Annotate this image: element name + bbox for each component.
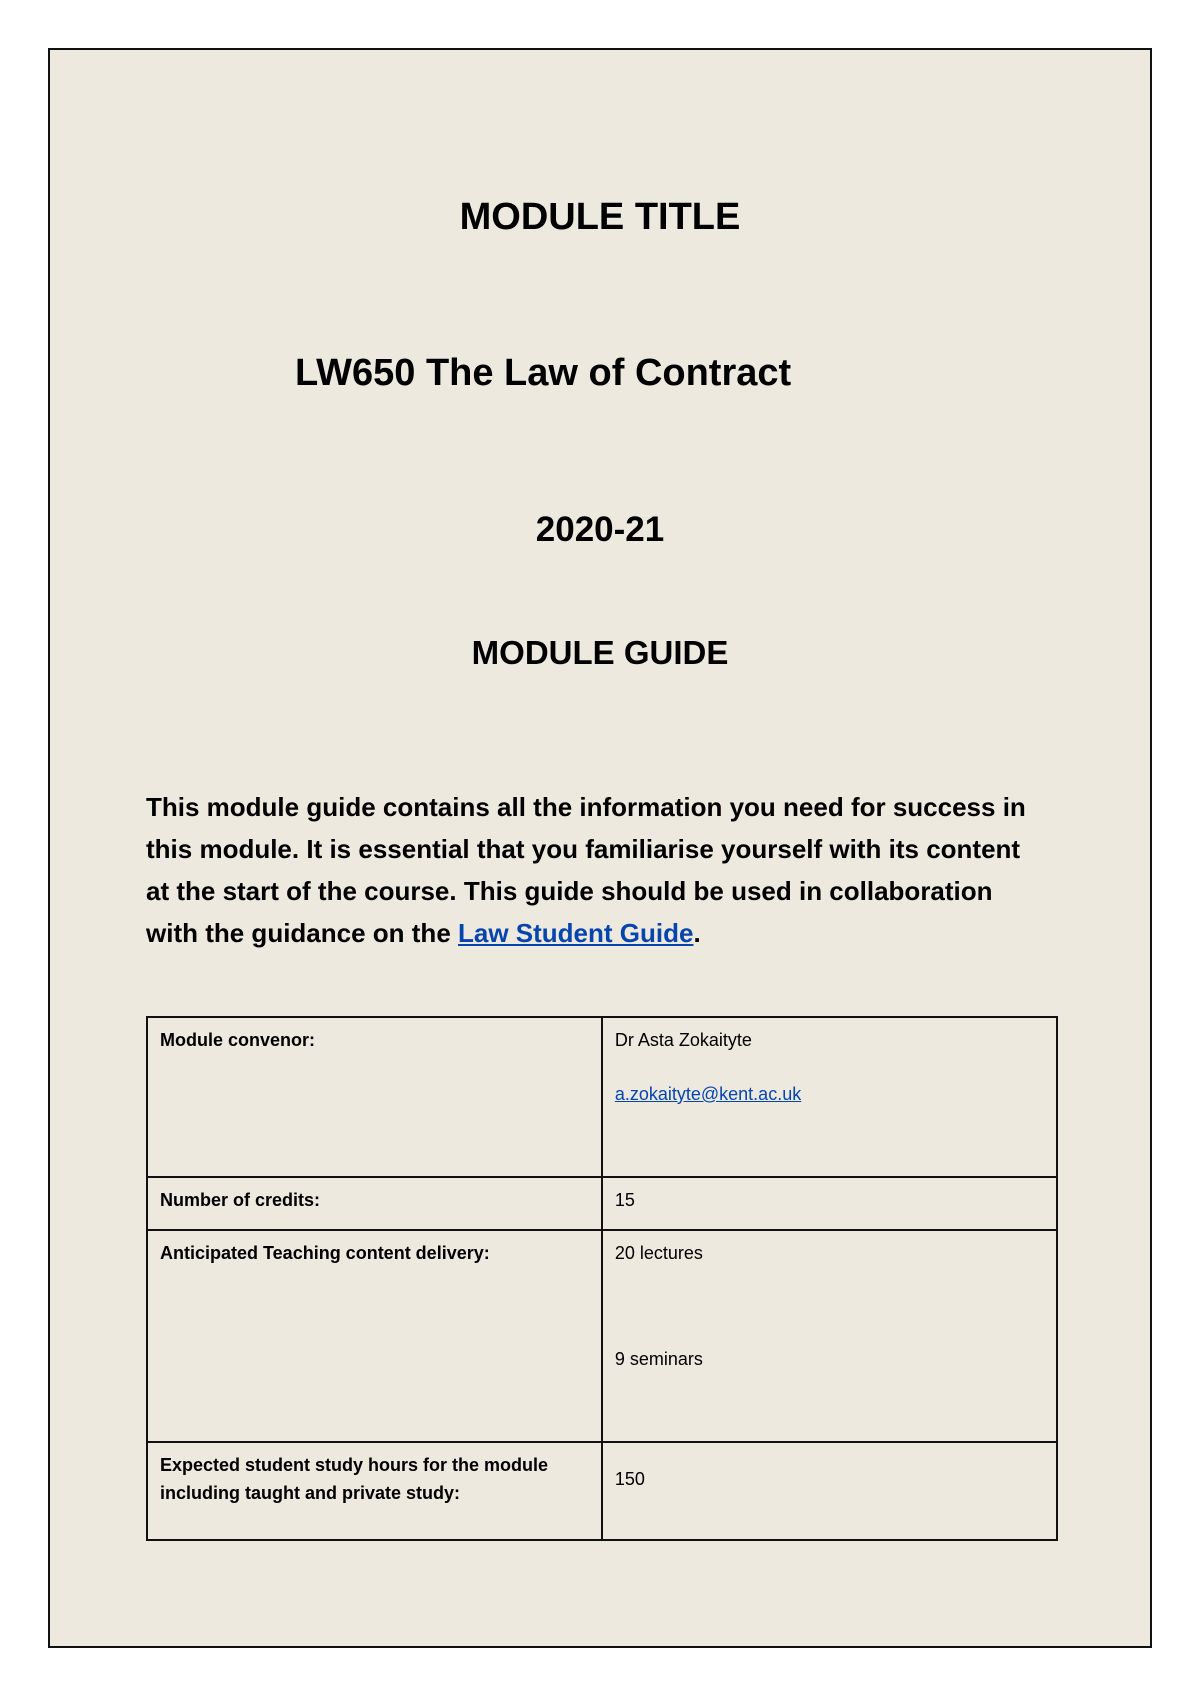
credits-label: Number of credits:: [147, 1177, 602, 1230]
table-row-convenor: [147, 1017, 1057, 1177]
hours-value-cell: [602, 1442, 1057, 1540]
module-guide-cover: [48, 48, 1152, 1648]
delivery-label: Anticipated Teaching content delivery:: [147, 1230, 602, 1442]
delivery-lectures: 20 lectures: [614, 1243, 703, 1263]
convenor-name: Dr Asta Zokaityte: [614, 1030, 752, 1050]
convenor-label: Module convenor:: [147, 1017, 602, 1177]
module-guide-heading: MODULE GUIDE: [471, 634, 729, 671]
table-row-credits: [147, 1177, 1057, 1230]
module-title-heading: MODULE TITLE: [459, 196, 741, 238]
course-name: LW650 The Law of Contract: [295, 352, 792, 394]
intro-text: This module guide contains all the information you need for success in this module. It is essential that you familiarise yourself with its content at the start of the course. This guide should be used in collaboration with the guidance on the: [146, 792, 1026, 948]
hours-label: Expected student study hours for the module including taught and private study:: [147, 1442, 602, 1540]
module-info-table: [146, 1016, 1058, 1541]
credits-value: 15: [602, 1177, 1057, 1230]
hours-value: 150: [614, 1469, 645, 1489]
convenor-email-link[interactable]: a.zokaityte@kent.ac.uk: [614, 1084, 802, 1104]
convenor-value-cell: [602, 1017, 1057, 1177]
academic-year: 2020-21: [535, 510, 665, 549]
intro-text-end: .: [693, 918, 701, 948]
table-row-delivery: [147, 1230, 1057, 1442]
delivery-value-cell: [602, 1230, 1057, 1442]
intro-paragraph: [146, 786, 1046, 954]
convenor-email-line: [615, 1080, 1044, 1108]
table-row-hours: [147, 1442, 1057, 1540]
law-student-guide-link[interactable]: Law Student Guide: [458, 918, 694, 948]
delivery-seminars: 9 seminars: [614, 1349, 703, 1369]
